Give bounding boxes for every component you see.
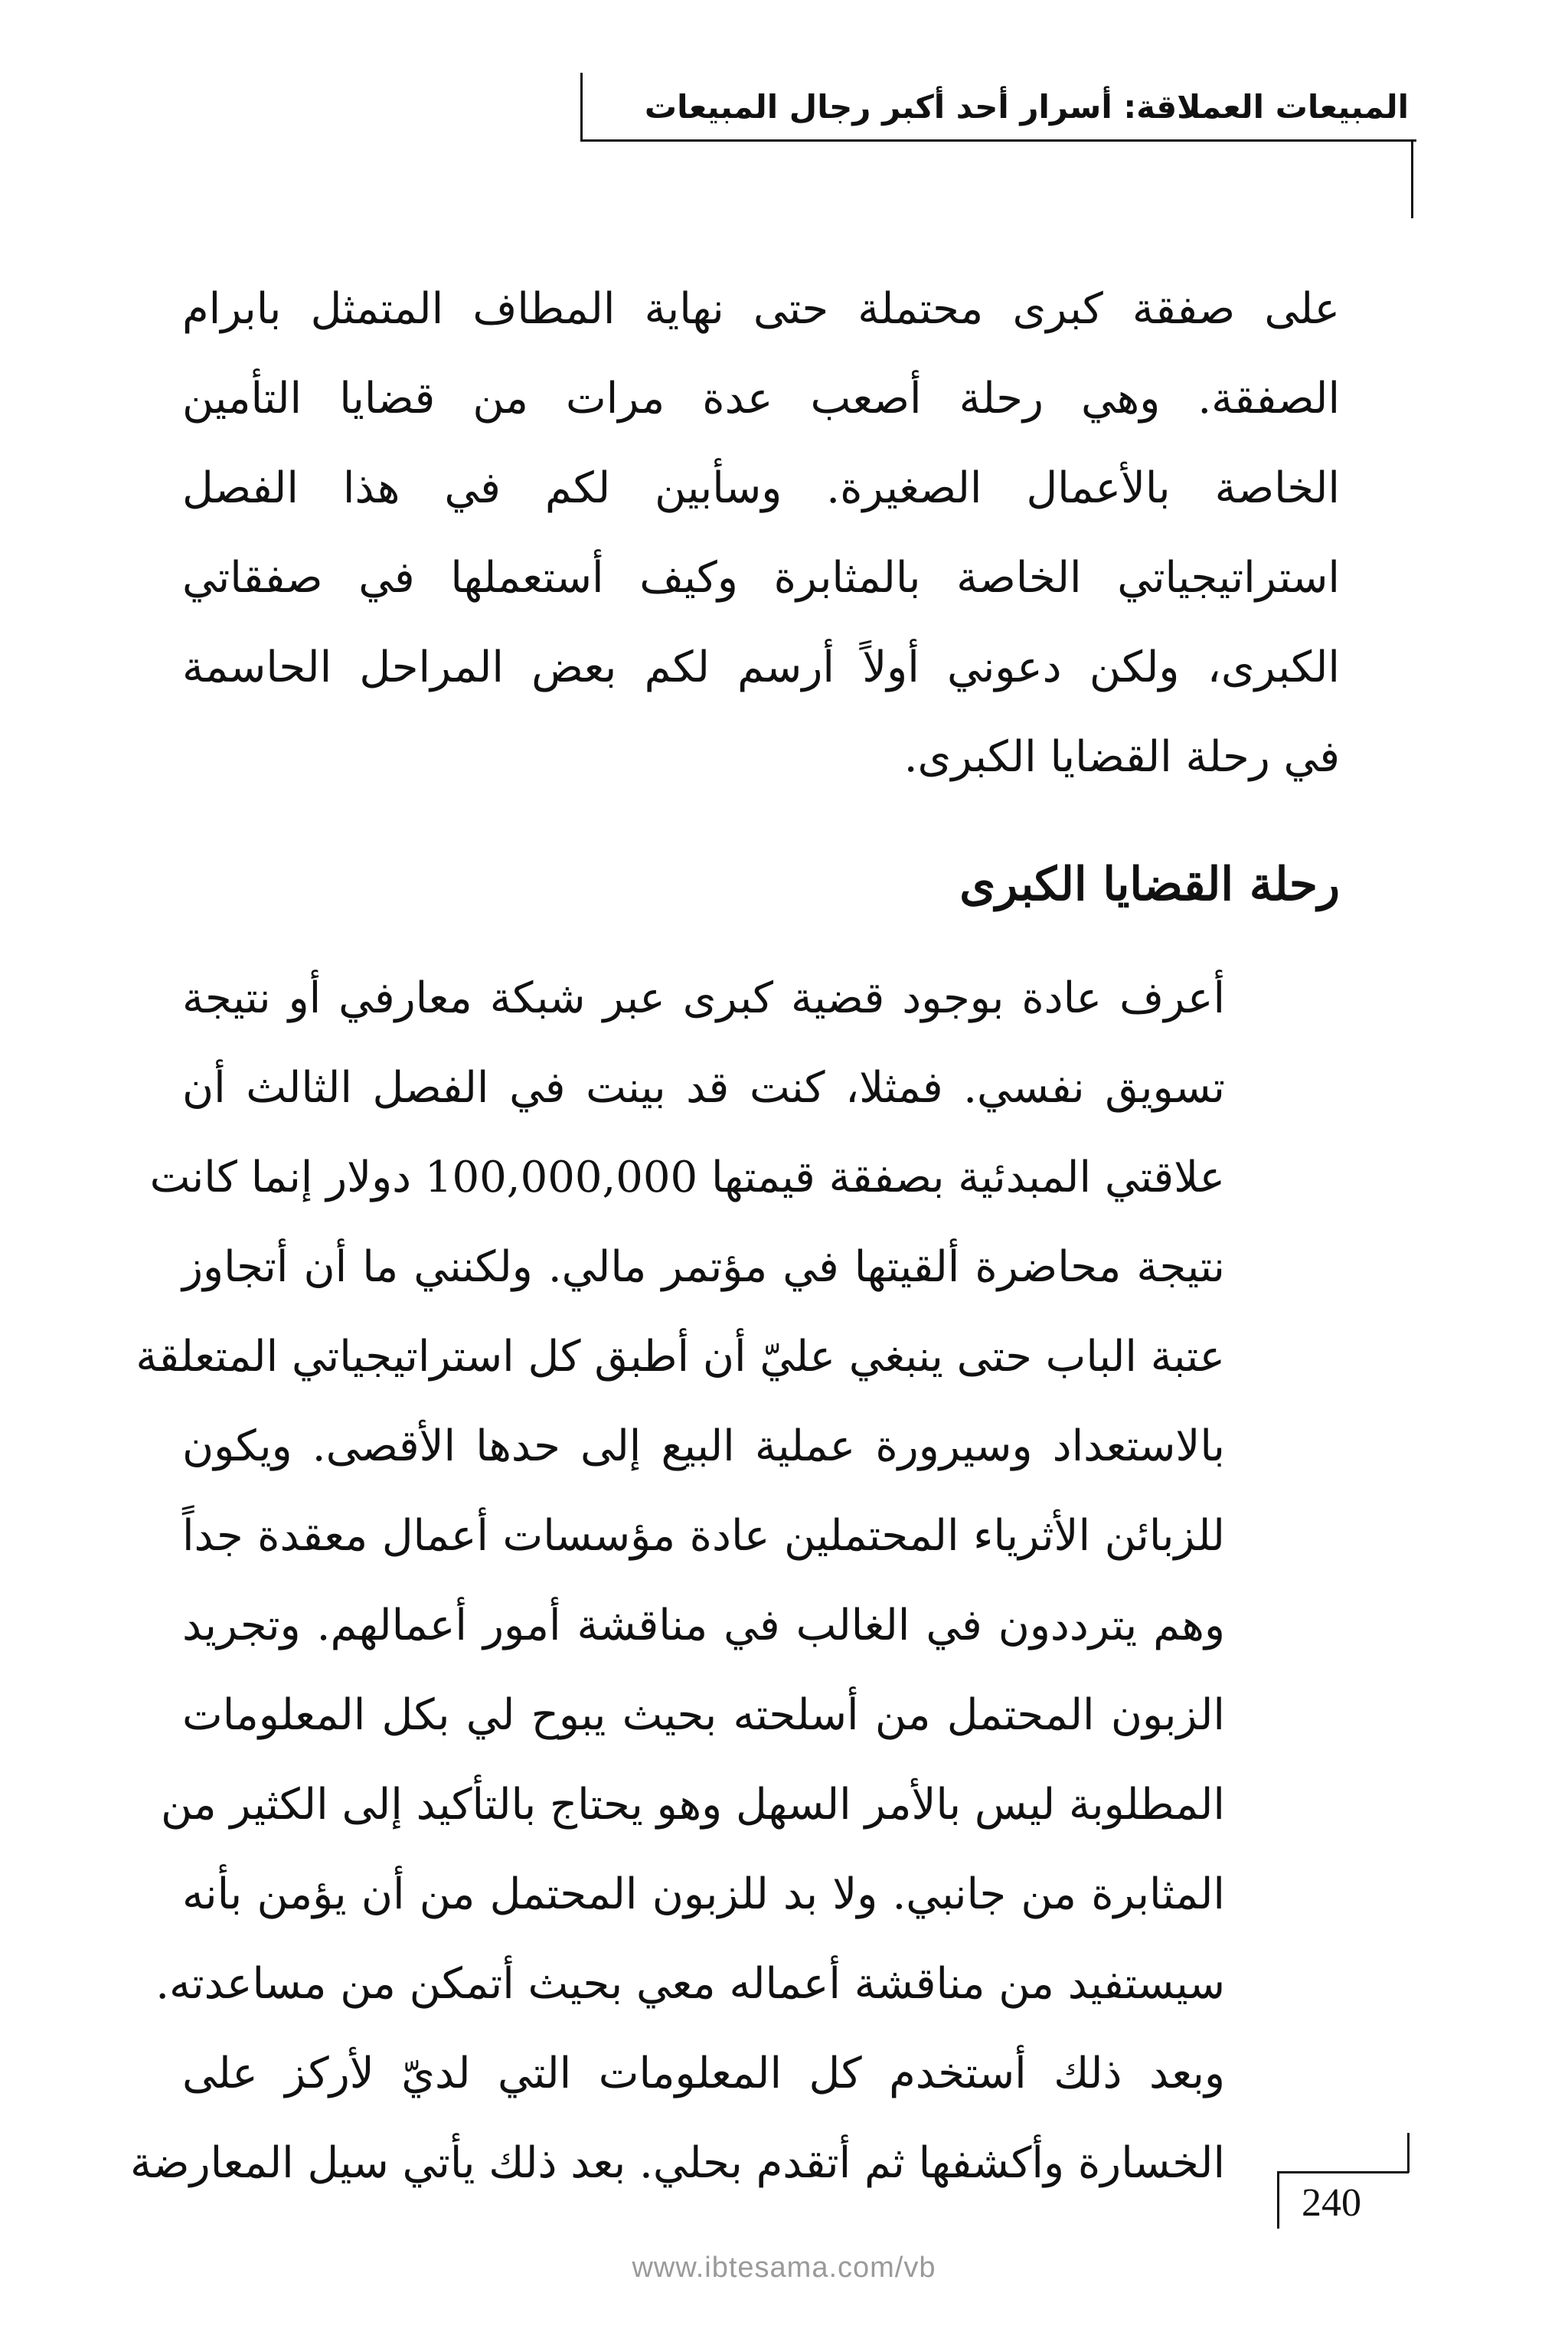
footer-rule-left [1277,2171,1279,2229]
text-line: الزبون المحتمل من أسلحته بحيث يبوح لي بكل المعلومات [182,1690,1225,1740]
text-line: علاقتي المبدئية بصفقة قيمتها 100,000,000 دولار إنما كانت [149,1153,1225,1202]
section-heading: رحلة القضايا الكبرى [959,858,1340,911]
page-number: 240 [1302,2181,1361,2225]
header-rule [582,139,1416,142]
text-line: تسويق نفسي. فمثلا، كنت قد بينت في الفصل الثالث أن [182,1063,1225,1113]
text-line: المثابرة من جانبي. ولا بد للزبون المحتمل من أن يؤمن بأنه [182,1869,1225,1919]
text-line: على صفقة كبرى محتملة حتى نهاية المطاف المتمثل بابرام [182,284,1340,334]
header-rule-right [1411,142,1413,218]
paragraph-1 [182,264,1340,802]
text-line: الكبرى، ولكن دعوني أولاً أرسم لكم بعض المراحل الحاسمة [182,643,1340,692]
footer-rule-right [1407,2133,1410,2173]
text-line: وبعد ذلك أستخدم كل المعلومات التي لديّ لأركز على [182,2049,1225,2098]
text-line: في رحلة القضايا الكبرى. [903,732,1340,782]
watermark-url[interactable]: www.ibtesama.com/vb [632,2252,936,2284]
text-line: أعرف عادة بوجود قضية كبرى عبر شبكة معارفي أو نتيجة [182,973,1225,1023]
text-line: للزبائن الأثرياء المحتملين عادة مؤسسات أعمال معقدة جداً [182,1511,1225,1561]
text-line: سيستفيد من مناقشة أعماله معي بحيث أتمكن من مساعدته. [155,1959,1225,2009]
footer-rule [1279,2171,1409,2173]
text-line: المطلوبة ليس بالأمر السهل وهو يحتاج بالتأكيد إلى الكثير من [161,1780,1225,1830]
text-line: استراتيجياتي الخاصة بالمثابرة وكيف أستعملها في صفقاتي [182,553,1340,603]
running-header: المبيعات العملاقة: أسرار أحد أكبر رجال المبيعات [644,88,1409,126]
paragraph-2 [130,953,1340,2208]
text-line: بالاستعداد وسيرورة عملية البيع إلى حدها الأقصى. ويكون [182,1421,1225,1471]
header-rule-left [580,73,583,142]
text-line: وهم يترددون في الغالب في مناقشة أمور أعمالهم. وتجريد [182,1601,1225,1650]
text-line: الخسارة وأكشفها ثم أتقدم بحلي. بعد ذلك يأتي سيل المعارضة [130,2138,1225,2188]
text-line: عتبة الباب حتى ينبغي عليّ أن أطبق كل استراتيجياتي المتعلقة [136,1332,1225,1382]
text-line: الخاصة بالأعمال الصغيرة. وسأبين لكم في هذا الفصل [182,463,1340,513]
text-line: الصفقة. وهي رحلة أصعب عدة مرات من قضايا التأمين [182,374,1340,424]
text-line: نتيجة محاضرة ألقيتها في مؤتمر مالي. ولكنني ما أن أتجاوز [182,1242,1225,1292]
